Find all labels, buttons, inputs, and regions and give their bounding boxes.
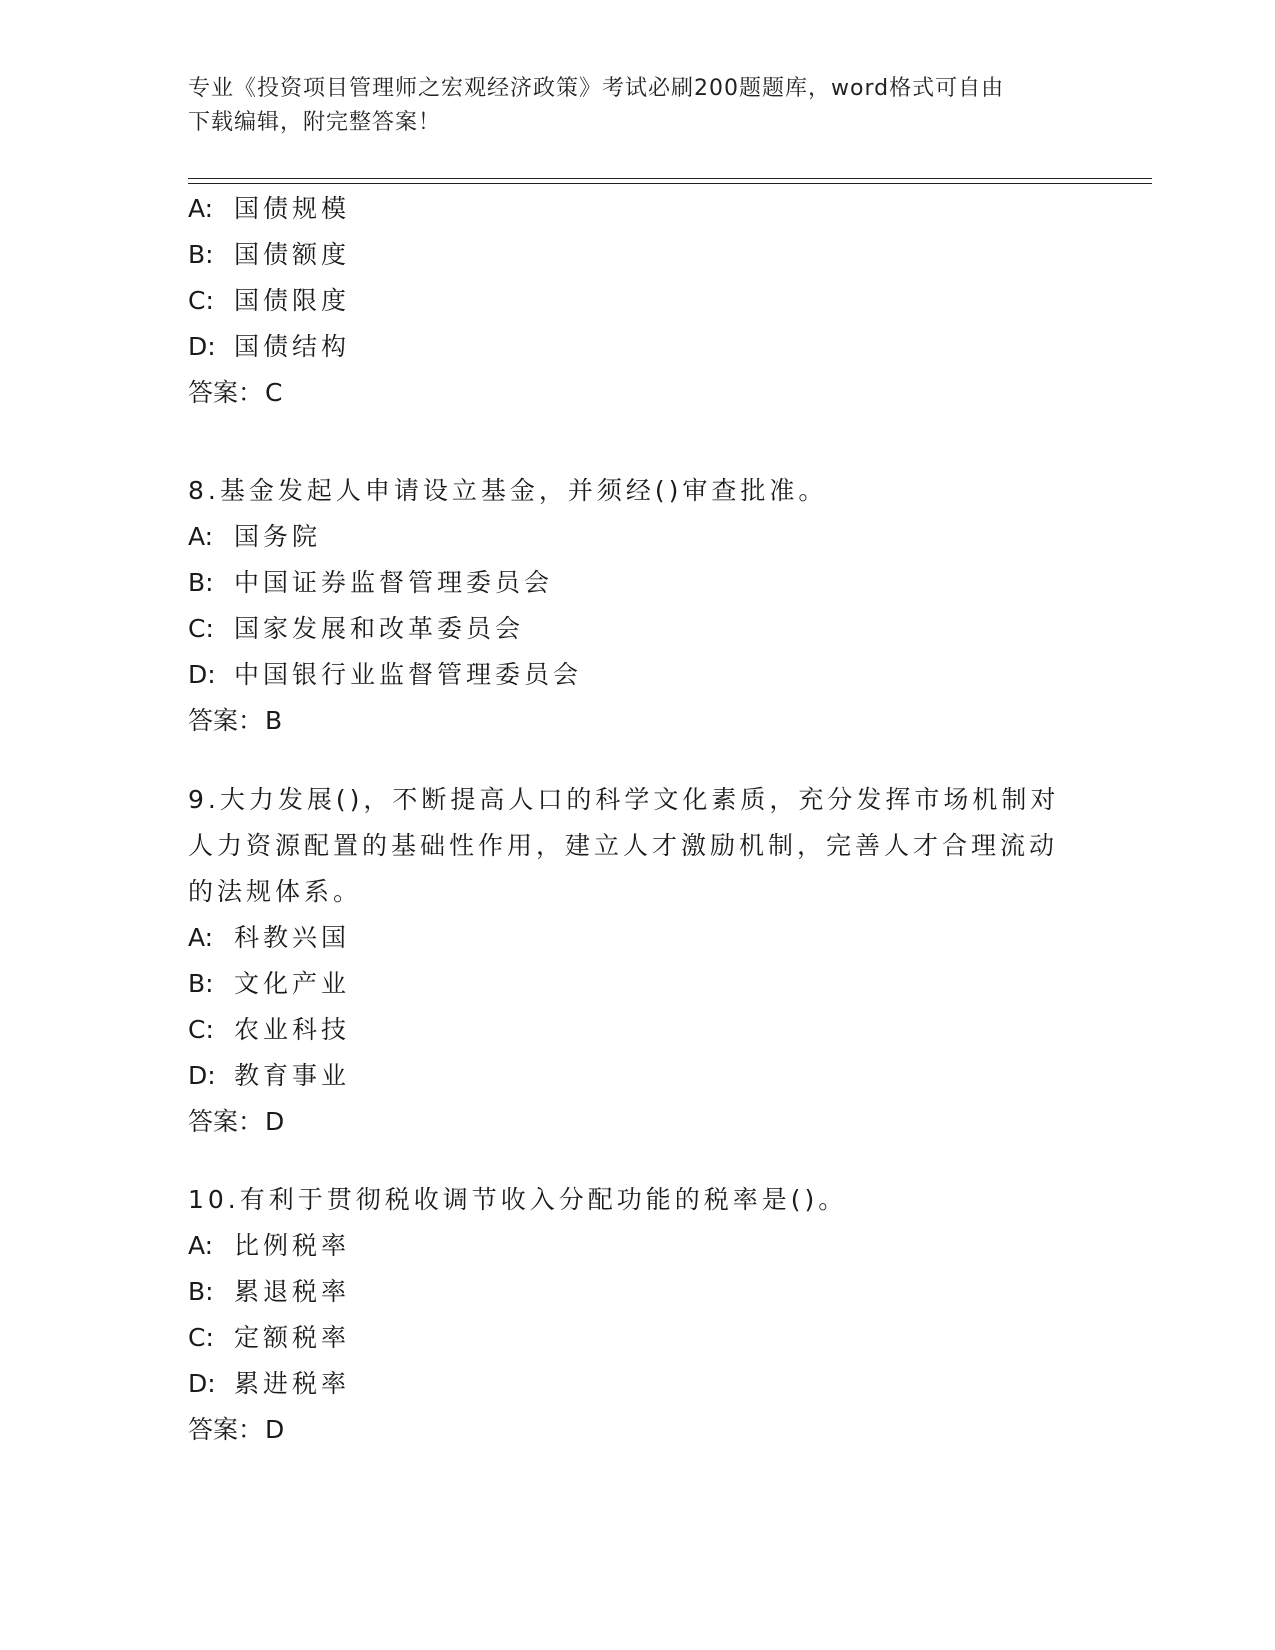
q10-option-a: A: 比例税率	[188, 1231, 351, 1260]
q7-answer: 答案：C	[188, 378, 283, 407]
q10-answer: 答案：D	[188, 1415, 285, 1444]
q8-option-b: B: 中国证券监督管理委员会	[188, 568, 554, 597]
q9-option-d: D: 教育事业	[188, 1061, 351, 1090]
q9-option-a: A: 科教兴国	[188, 923, 351, 952]
q10-option-b: B: 累退税率	[188, 1277, 351, 1306]
q7-option-b: B: 国债额度	[188, 240, 351, 269]
q9-question-line-3: 的法规体系。	[188, 877, 363, 906]
q7-option-c: C: 国债限度	[188, 286, 351, 315]
q9-question-line-1: 9.大力发展()，不断提高人口的科学文化素质，充分发挥市场机制对	[188, 785, 1060, 814]
header-line-2: 下载编辑，附完整答案！	[188, 110, 442, 135]
q8-option-d: D: 中国银行业监督管理委员会	[188, 660, 583, 689]
q8-option-c: C: 国家发展和改革委员会	[188, 614, 525, 643]
q8-answer: 答案：B	[188, 706, 283, 735]
header-divider-bottom	[188, 183, 1152, 184]
header-line-1: 专业《投资项目管理师之宏观经济政策》考试必刷200题题库，word格式可自由	[188, 76, 1005, 101]
q10-option-c: C: 定额税率	[188, 1323, 351, 1352]
q9-option-c: C: 农业科技	[188, 1015, 351, 1044]
q9-answer: 答案：D	[188, 1107, 285, 1136]
question-9-block	[188, 777, 1088, 1145]
q9-option-b: B: 文化产业	[188, 969, 351, 998]
q9-question-line-2: 人力资源配置的基础性作用，建立人才激励机制，完善人才合理流动	[188, 831, 1059, 860]
question-7-block	[188, 186, 1088, 416]
question-8-block	[188, 468, 1088, 744]
q7-option-a: A: 国债规模	[188, 194, 351, 223]
header-divider-top	[188, 178, 1152, 179]
q8-option-a: A: 国务院	[188, 522, 322, 551]
document-header	[188, 72, 1068, 140]
q7-option-d: D: 国债结构	[188, 332, 351, 361]
q10-option-d: D: 累进税率	[188, 1369, 351, 1398]
question-10-block	[188, 1177, 1088, 1453]
q8-question: 8.基金发起人申请设立基金，并须经()审查批准。	[188, 476, 828, 505]
q10-question: 10.有利于贯彻税收调节收入分配功能的税率是()。	[188, 1185, 848, 1214]
